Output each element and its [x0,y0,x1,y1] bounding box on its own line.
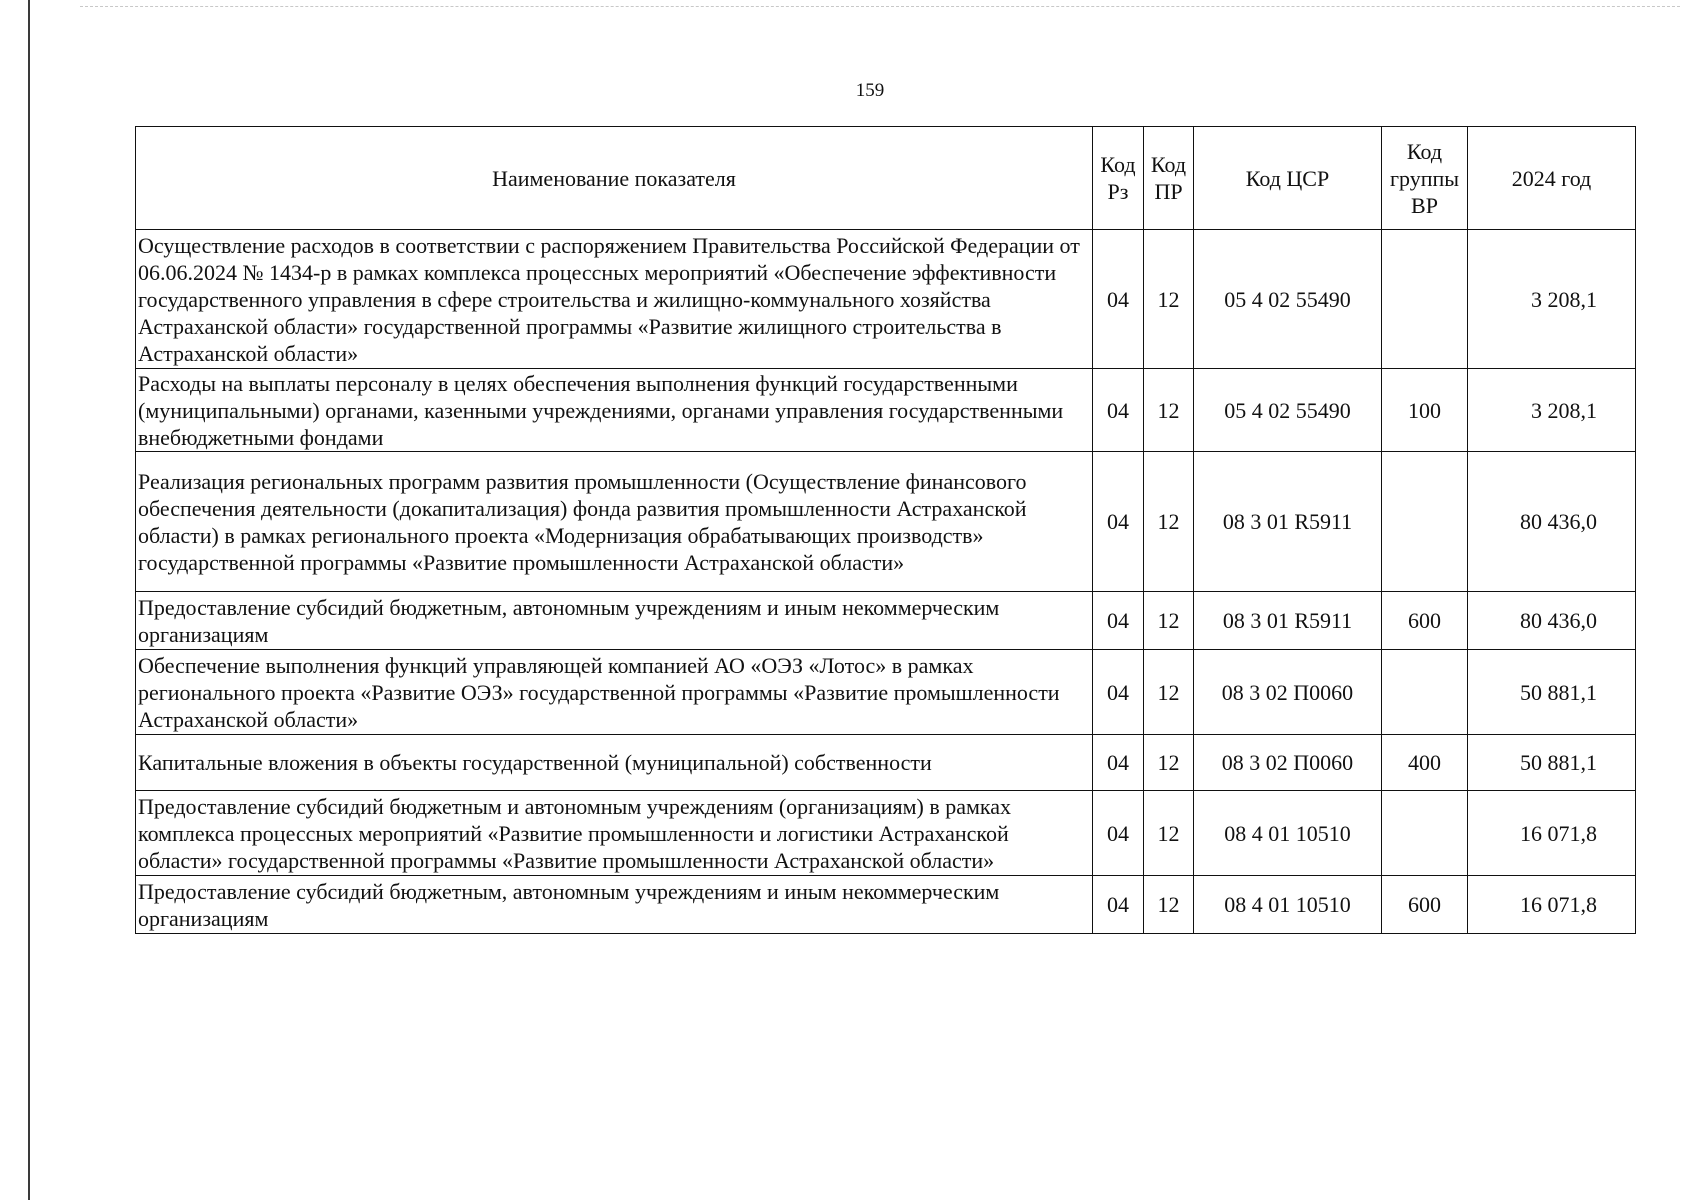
row-vr [1382,791,1468,876]
row-csr: 05 4 02 55490 [1194,369,1382,452]
page-number: 159 [855,80,885,101]
row-pr: 12 [1144,452,1194,592]
header-rz: Код Рз [1093,127,1144,230]
row-csr: 08 4 01 10510 [1194,876,1382,934]
header-name: Наименование показателя [136,127,1093,230]
header-csr: Код ЦСР [1194,127,1382,230]
table-row [136,791,1636,876]
header-year: 2024 год [1468,127,1636,230]
row-amount: 16 071,8 [1468,876,1636,934]
row-vr [1382,650,1468,735]
budget-table [135,126,1636,934]
table-row [136,735,1636,791]
row-name: Предоставление субсидий бюджетным, автономным учреждениям и иным некоммерческим организациям [136,876,1093,934]
row-amount: 16 071,8 [1468,791,1636,876]
table-row [136,369,1636,452]
row-name: Реализация региональных программ развития промышленности (Осуществление финансового обеспечения деятельности (докапитализация) фонда развития промышленности Астраханской области) в рамках регионального проекта «Модернизация обрабатывающих производств» государственной программы «Развитие промышленности Астраханской области» [136,452,1093,592]
row-csr: 08 3 02 П0060 [1194,650,1382,735]
row-pr: 12 [1144,650,1194,735]
row-name: Осуществление расходов в соответствии с распоряжением Правительства Российской Федерации от 06.06.2024 № 1434-р в рамках комплекса процессных мероприятий «Обеспечение эффективности государственного управления в сфере строительства и жилищно-коммунального хозяйства Астраханской области» государственной программы «Развитие жилищного строительства в Астраханской области» [136,230,1093,369]
row-amount: 80 436,0 [1468,592,1636,650]
row-csr: 05 4 02 55490 [1194,230,1382,369]
row-rz: 04 [1093,452,1144,592]
table-row [136,452,1636,592]
row-amount: 50 881,1 [1468,735,1636,791]
row-rz: 04 [1093,369,1144,452]
scan-left-edge [28,0,30,1200]
row-pr: 12 [1144,230,1194,369]
row-rz: 04 [1093,876,1144,934]
table-row [136,592,1636,650]
header-pr: Код ПР [1144,127,1194,230]
row-csr: 08 3 02 П0060 [1194,735,1382,791]
row-name: Капитальные вложения в объекты государственной (муниципальной) собственности [136,735,1093,791]
row-amount: 3 208,1 [1468,230,1636,369]
row-rz: 04 [1093,650,1144,735]
row-amount: 50 881,1 [1468,650,1636,735]
row-vr: 600 [1382,592,1468,650]
row-pr: 12 [1144,369,1194,452]
table-row [136,650,1636,735]
row-rz: 04 [1093,592,1144,650]
row-pr: 12 [1144,791,1194,876]
row-rz: 04 [1093,791,1144,876]
row-name: Предоставление субсидий бюджетным и автономным учреждениям (организациям) в рамках комплекса процессных мероприятий «Развитие промышленности и логистики Астраханской области» государственной программы «Развитие промышленности Астраханской области» [136,791,1093,876]
row-pr: 12 [1144,735,1194,791]
row-name: Обеспечение выполнения функций управляющей компанией АО «ОЭЗ «Лотос» в рамках регионального проекта «Развитие ОЭЗ» государственной программы «Развитие промышленности Астраханской области» [136,650,1093,735]
scan-top-edge [80,6,1680,7]
row-vr: 400 [1382,735,1468,791]
row-name: Расходы на выплаты персоналу в целях обеспечения выполнения функций государственными (муниципальными) органами, казенными учреждениями, органами управления государственными внебюджетными фондами [136,369,1093,452]
row-amount: 3 208,1 [1468,369,1636,452]
row-vr: 100 [1382,369,1468,452]
header-vr: Код группы ВР [1382,127,1468,230]
row-rz: 04 [1093,735,1144,791]
row-vr [1382,452,1468,592]
row-csr: 08 4 01 10510 [1194,791,1382,876]
row-csr: 08 3 01 R5911 [1194,452,1382,592]
row-pr: 12 [1144,592,1194,650]
table-header-row [136,127,1636,230]
row-name: Предоставление субсидий бюджетным, автономным учреждениям и иным некоммерческим организациям [136,592,1093,650]
row-vr [1382,230,1468,369]
table-row [136,876,1636,934]
row-amount: 80 436,0 [1468,452,1636,592]
row-pr: 12 [1144,876,1194,934]
row-vr: 600 [1382,876,1468,934]
table-row [136,230,1636,369]
row-rz: 04 [1093,230,1144,369]
row-csr: 08 3 01 R5911 [1194,592,1382,650]
